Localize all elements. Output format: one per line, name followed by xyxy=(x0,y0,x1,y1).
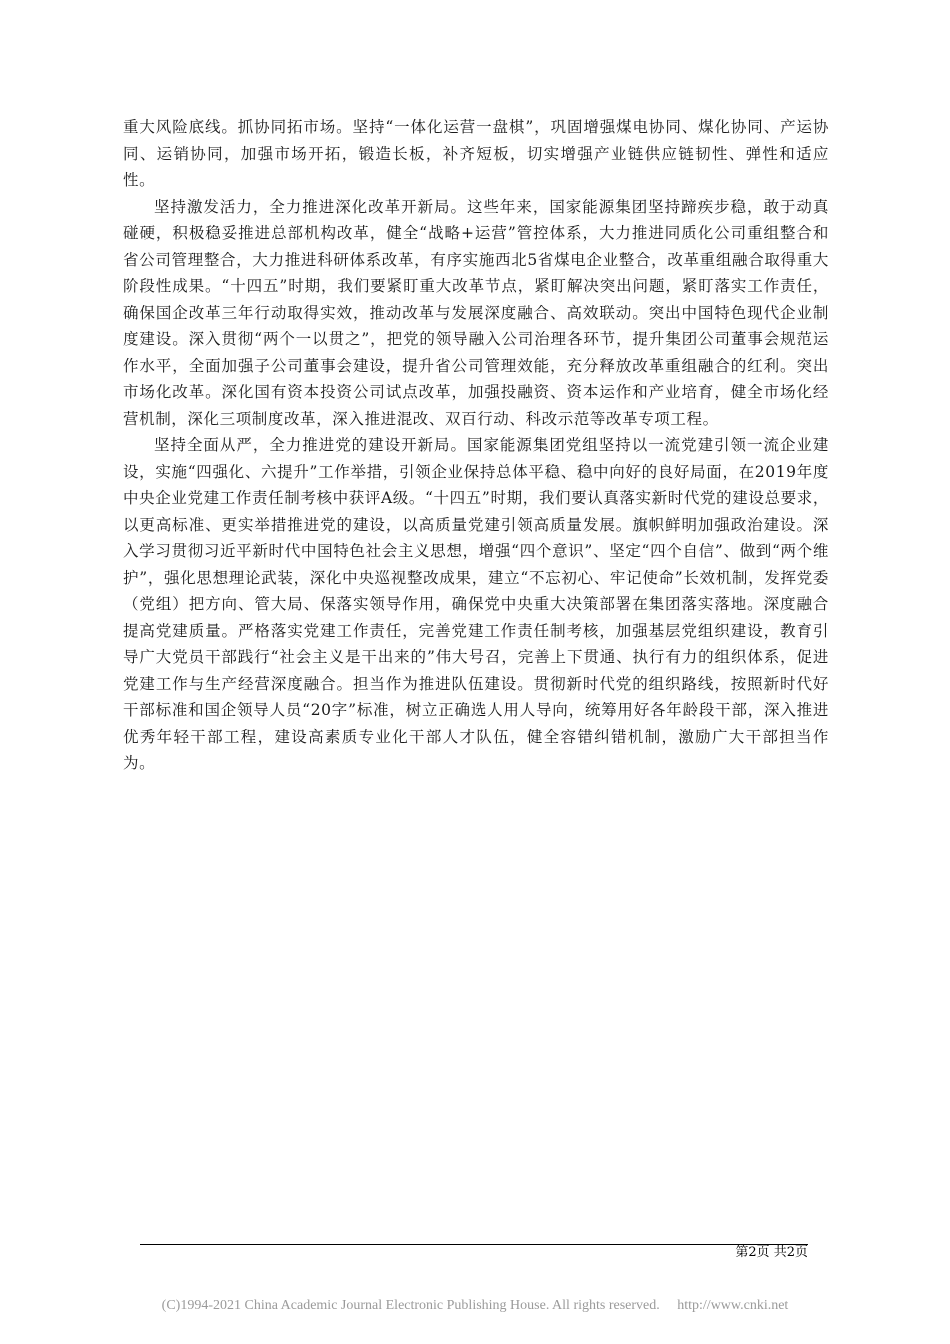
paragraph-party-building: 坚持全面从严，全力推进党的建设开新局。国家能源集团党组坚持以一流党建引领一流企业建设，实施“四强化、六提升”工作举措，引领企业保持总体平稳、稳中向好的良好局面，在2019年度中央企业党建工作责任制考核中获评A级。“十四五”时期，我们要认真落实新时代党的建设总要求，以更高标准、更实举措推进党的建设，以高质量党建引领高质量发展。旗帜鲜明加强政治建设。深入学习贯彻习近平新时代中国特色社会主义思想，增强“四个意识”、坚定“四个自信”、做到“两个维护”，强化思想理论武装，深化中央巡视整改成果，建立“不忘初心、牢记使命”长效机制，发挥党委（党组）把方向、管大局、保落实领导作用，确保党中央重大决策部署在集团落实落地。深度融合提高党建质量。严格落实党建工作责任，完善党建工作责任制考核，加强基层党组织建设，教育引导广大党员干部践行“社会主义是干出来的”伟大号召，完善上下贯通、执行有力的组织体系，促进党建工作与生产经营深度融合。担当作为推进队伍建设。贯彻新时代党的组织路线，按照新时代好干部标准和国企领导人员“20字”标准，树立正确选人用人导向，统筹用好各年龄段干部，深入推进优秀年轻干部工程，建设高素质专业化干部人才队伍，健全容错纠错机制，激励广大干部担当作为。 xyxy=(123,436,829,772)
paragraph-reform: 坚持激发活力，全力推进深化改革开新局。这些年来，国家能源集团坚持蹄疾步稳，敢于动真碰硬，积极稳妥推进总部机构改革，健全“战略+运营”管控体系，大力推进同质化公司重组整合和省公司管理整合，大力推进科研体系改革，有序实施西北5省煤电企业整合，改革重组融合取得重大阶段性成果。“十四五”时期，我们要紧盯重大改革节点，紧盯解决突出问题，紧盯落实工作责任，确保国企改革三年行动取得实效，推动改革与发展深度融合、高效联动。突出中国特色现代企业制度建设。深入贯彻“两个一以贯之”，把党的领导融入公司治理各环节，提升集团公司董事会规范运作水平，全面加强子公司董事会建设，提升省公司管理效能，充分释放改革重组融合的红利。突出市场化改革。深化国有资本投资公司试点改革，加强投融资、资本运作和产业培育，健全市场化经营机制，深化三项制度改革，深入推进混改、双百行动、科改示范等改革专项工程。 xyxy=(123,197,829,428)
paragraph-continuation: 重大风险底线。抓协同拓市场。坚持“一体化运营一盘棋”，巩固增强煤电协同、煤化协同、产运协同、运销协同，加强市场开拓，锻造长板，补齐短板，切实增强产业链供应链韧性、弹性和适应性。 xyxy=(123,118,829,189)
body-text xyxy=(123,114,829,777)
footer-divider xyxy=(140,1244,808,1245)
copyright-watermark: (C)1994-2021 China Academic Journal Electronic Publishing House. All rights reserved. http://www.cnki.net xyxy=(161,1298,789,1313)
page-number: 第2页 共2页 xyxy=(735,1245,808,1260)
